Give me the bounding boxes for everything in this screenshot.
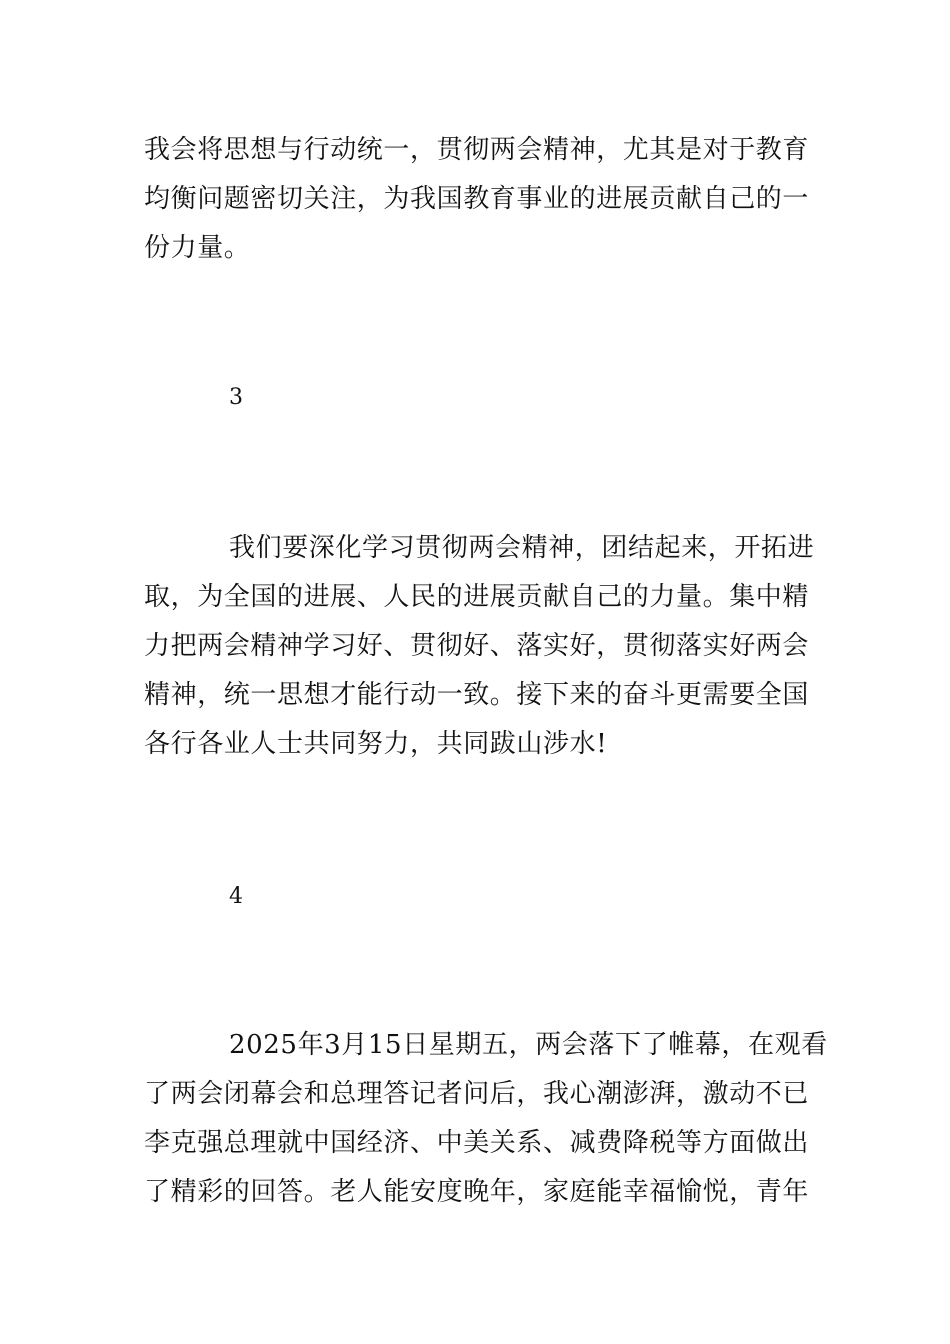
paragraph-line: 2025年3月15日星期五，两会落下了帷幕，在观看: [229, 1030, 828, 1060]
paragraph-3: [144, 1021, 828, 1217]
paragraph-line: 了两会闭幕会和总理答记者问后，我心潮澎湃，激动不已: [144, 1079, 810, 1109]
paragraph-line: 份力量。: [144, 233, 251, 263]
paragraph-1: [144, 126, 808, 273]
paragraph-line: 我们要深化学习贯彻两会精神，团结起来，开拓进: [229, 533, 815, 563]
section-number-4: 4: [229, 884, 243, 909]
paragraph-line: 精神，统一思想才能行动一致。接下来的奋斗更需要全国: [144, 680, 810, 710]
section-number-3: 3: [229, 385, 243, 410]
paragraph-line: 均衡问题密切关注，为我国教育事业的进展贡献自己的一: [144, 184, 810, 214]
paragraph-line: 力把两会精神学习好、贯彻好、落实好，贯彻落实好两会: [144, 631, 810, 661]
paragraph-line: 了精彩的回答。老人能安度晚年，家庭能幸福愉悦，青年: [144, 1177, 810, 1207]
paragraph-line: 取，为全国的进展、人民的进展贡献自己的力量。集中精: [144, 582, 810, 612]
paragraph-2: [144, 524, 815, 769]
paragraph-line: 我会将思想与行动统一，贯彻两会精神，尤其是对于教育: [144, 135, 810, 165]
paragraph-line: 各行各业人士共同努力，共同跋山涉水!: [144, 729, 608, 759]
paragraph-line: 李克强总理就中国经济、中美关系、减费降税等方面做出: [144, 1128, 810, 1158]
